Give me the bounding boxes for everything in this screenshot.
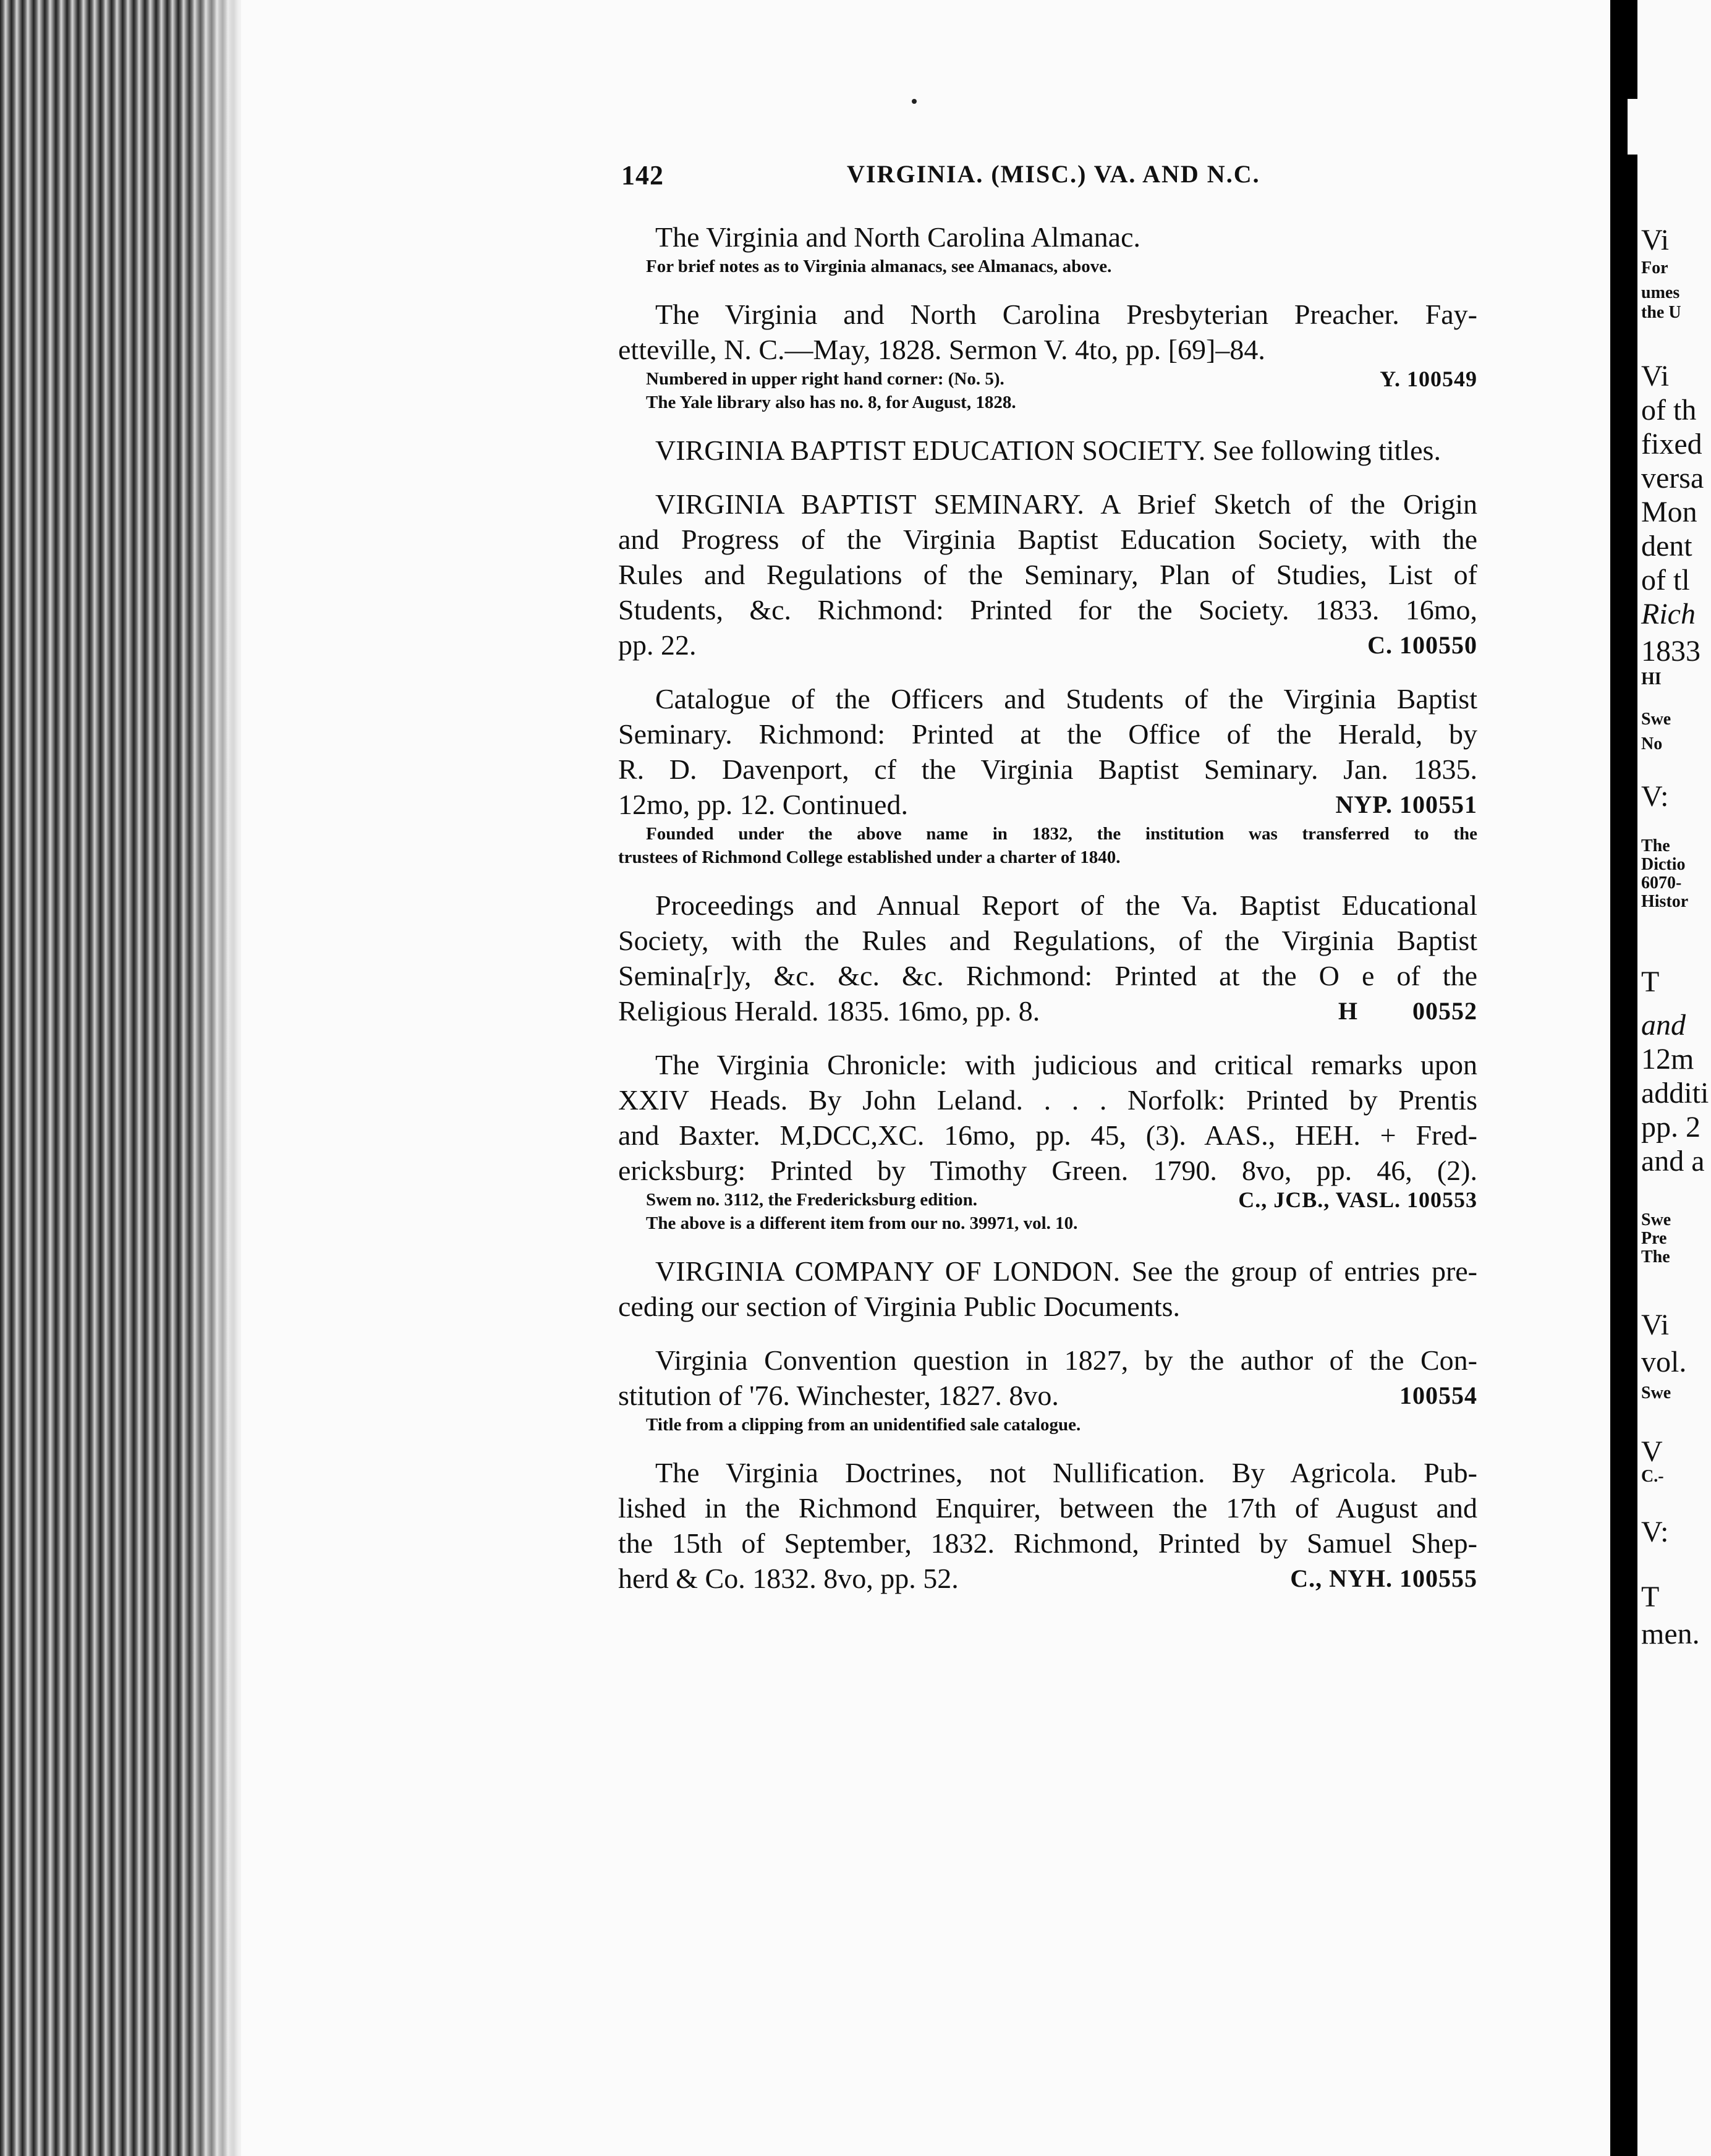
accession-number: C., JCB., VASL. 100553 [1238, 1187, 1477, 1212]
entry-line: pp. 22. [618, 629, 697, 661]
facing-page-fragment: V: [1641, 1516, 1669, 1548]
facing-page-edge [1628, 0, 1711, 2156]
entry-catalogue-officers [618, 681, 1477, 869]
facing-page-fragment: Pre [1641, 1229, 1667, 1248]
facing-page-shadow [1628, 0, 1637, 99]
entry-note: trustees of Richmond College established under a charter of 1840. [618, 847, 1121, 867]
facing-page-fragment: T [1641, 1581, 1660, 1613]
facing-page-fragment: and a [1641, 1145, 1705, 1178]
entry-line-row [618, 627, 1477, 663]
entry-line-row [618, 993, 1477, 1029]
entry-line: The Virginia Doctrines, not Nullification. By Agricola. Pub- [655, 1457, 1477, 1488]
facing-page-fragment: C.- [1641, 1467, 1664, 1486]
facing-page-fragment: men. [1641, 1618, 1700, 1650]
entry-line: XXIV Heads. By John Leland. . . . Norfolk: Printed by Prentis [618, 1084, 1477, 1116]
facing-page-fragment: the U [1641, 303, 1681, 322]
facing-page-fragment: Vi [1641, 1309, 1670, 1341]
facing-page-fragment: V: [1641, 780, 1669, 813]
entry-note: The above is a different item from our no. 39971, vol. 10. [646, 1213, 1078, 1233]
entry-note-row [618, 1188, 1477, 1212]
entry-line: The Virginia Chronicle: with judicious and critical remarks upon [655, 1049, 1477, 1080]
facing-page-fragment: pp. 2 [1641, 1111, 1700, 1144]
entry-line: Rules and Regulations of the Seminary, Plan of Studies, List of [618, 559, 1477, 590]
entry-line: ericksburg: Printed by Timothy Green. 1790. 8vo, pp. 46, (2). [618, 1155, 1477, 1186]
facing-page-fragment: fixed [1641, 428, 1702, 460]
facing-page-fragment: Vi [1641, 224, 1670, 257]
entry-line: Society, with the Rules and Regulations, of the Virginia Baptist [618, 925, 1477, 956]
facing-page-fragment: Swe [1641, 1210, 1671, 1229]
entry-virginia-chronicle [618, 1047, 1477, 1235]
entry-almanac [618, 219, 1477, 278]
entry-line: VIRGINIA COMPANY OF LONDON. See the group of entries pre- [655, 1255, 1477, 1287]
page-number: 142 [621, 160, 664, 190]
entry-line-row [618, 1561, 1477, 1596]
entry-baptist-education-society [618, 433, 1477, 468]
page-gutter [1610, 0, 1628, 2156]
entry-note-row [618, 367, 1477, 391]
accession-number: H 00552 [1338, 997, 1477, 1025]
ink-speck [912, 99, 917, 104]
entry-virginia-company-london [618, 1254, 1477, 1324]
entry-line: stitution of '76. Winchester, 1827. 8vo. [618, 1380, 1059, 1411]
facing-page-fragment: versa [1641, 462, 1704, 494]
entry-note: Title from a clipping from an unidentified sale catalogue. [646, 1415, 1081, 1435]
entry-line: etteville, N. C.—May, 1828. Sermon V. 4to, pp. [69]–84. [618, 334, 1265, 365]
entry-line: ceding our section of Virginia Public Documents. [618, 1291, 1180, 1322]
facing-page-fragment: dent [1641, 530, 1692, 562]
entry-line-row [618, 1378, 1477, 1413]
entry-line: and Baxter. M,DCC,XC. 16mo, pp. 45, (3). AAS., HEH. + Fred- [618, 1119, 1477, 1151]
accession-number: C., NYH. 100555 [1290, 1564, 1477, 1592]
entry-note: For brief notes as to Virginia almanacs, see Almanacs, above. [646, 257, 1112, 276]
entry-note: Swem no. 3112, the Fredericksburg edition. [646, 1190, 977, 1210]
entry-line: 12mo, pp. 12. Continued. [618, 789, 908, 820]
facing-page-fragment: 1833 [1641, 635, 1700, 668]
entry-line: Students, &c. Richmond: Printed for the Society. 1833. 16mo, [618, 594, 1477, 626]
page-body [618, 219, 1477, 1615]
entry-note: The Yale library also has no. 8, for August, 1828. [646, 393, 1016, 412]
entry-line: lished in the Richmond Enquirer, between the 17th of August and [618, 1492, 1477, 1524]
facing-page-fragment: Vi [1641, 360, 1670, 393]
facing-page-fragment: Mon [1641, 496, 1697, 528]
entry-presbyterian-preacher [618, 297, 1477, 414]
book-page-edge [0, 0, 241, 2156]
accession-number: Y. 100549 [1380, 367, 1477, 391]
entry-line: and Progress of the Virginia Baptist Education Society, with the [618, 524, 1477, 555]
facing-page-fragment: For [1641, 258, 1668, 278]
entry-line: herd & Co. 1832. 8vo, pp. 52. [618, 1563, 959, 1594]
entry-virginia-convention [618, 1343, 1477, 1437]
running-title: VIRGINIA. (MISC.) VA. AND N.C. [847, 160, 1260, 188]
entry-line: The Virginia and North Carolina Almanac. [655, 221, 1141, 253]
facing-page-fragment: vol. [1641, 1346, 1687, 1378]
facing-page-fragment: The [1641, 1247, 1670, 1267]
entry-line: Virginia Convention question in 1827, by the author of the Con- [655, 1344, 1477, 1376]
facing-page-fragment: V [1641, 1435, 1663, 1468]
accession-number: C. 100550 [1367, 631, 1477, 659]
facing-page-fragment: additi [1641, 1077, 1709, 1110]
facing-page-fragment: Swe [1641, 710, 1671, 729]
entry-line: R. D. Davenport, cf the Virginia Baptist Seminary. Jan. 1835. [618, 753, 1477, 785]
facing-page-fragment: Histor [1641, 892, 1689, 911]
facing-page-fragment: of tl [1641, 564, 1690, 596]
facing-page-shadow [1628, 155, 1637, 2156]
facing-page-fragment: Rich [1641, 598, 1696, 630]
facing-page-fragment: and [1641, 1009, 1686, 1042]
entry-line: Seminary. Richmond: Printed at the Office of the Herald, by [618, 718, 1477, 750]
entry-line: The Virginia and North Carolina Presbyterian Preacher. Fay- [655, 299, 1477, 330]
entry-note: Numbered in upper right hand corner: (No. 5). [646, 369, 1004, 389]
entry-line: VIRGINIA BAPTIST EDUCATION SOCIETY. See following titles. [655, 435, 1441, 466]
entry-line: Religious Herald. 1835. 16mo, pp. 8. [618, 995, 1040, 1027]
entry-note: Founded under the above name in 1832, the institution was transferred to the [646, 824, 1477, 844]
entry-line-row [618, 787, 1477, 822]
entry-proceedings-annual-report [618, 888, 1477, 1029]
entry-line: Catalogue of the Officers and Students of the Virginia Baptist [655, 683, 1477, 715]
facing-page-fragment: No [1641, 734, 1663, 753]
entry-line: VIRGINIA BAPTIST SEMINARY. A Brief Sketch of the Origin [655, 488, 1477, 520]
running-head [621, 159, 1474, 190]
accession-number: 100554 [1399, 1381, 1477, 1409]
facing-page-fragment: 6070- [1641, 873, 1682, 893]
facing-page-fragment: Swe [1641, 1383, 1671, 1403]
entry-virginia-doctrines [618, 1455, 1477, 1596]
facing-page-fragment: of th [1641, 394, 1697, 427]
entry-baptist-seminary [618, 486, 1477, 663]
facing-page-fragment: umes [1641, 283, 1680, 302]
accession-number: NYP. 100551 [1335, 791, 1477, 818]
entry-line: Proceedings and Annual Report of the Va. Baptist Educational [655, 889, 1477, 921]
facing-page-fragment: HI [1641, 669, 1662, 689]
facing-page-fragment: Dictio [1641, 855, 1686, 874]
entry-line: Semina[r]y, &c. &c. &c. Richmond: Printed at the O e of the [618, 960, 1477, 991]
facing-page-fragment: The [1641, 836, 1670, 855]
facing-page-fragment: T [1641, 966, 1660, 998]
entry-line: the 15th of September, 1832. Richmond, Printed by Samuel Shep- [618, 1527, 1477, 1559]
facing-page-fragment: 12m [1641, 1043, 1694, 1076]
